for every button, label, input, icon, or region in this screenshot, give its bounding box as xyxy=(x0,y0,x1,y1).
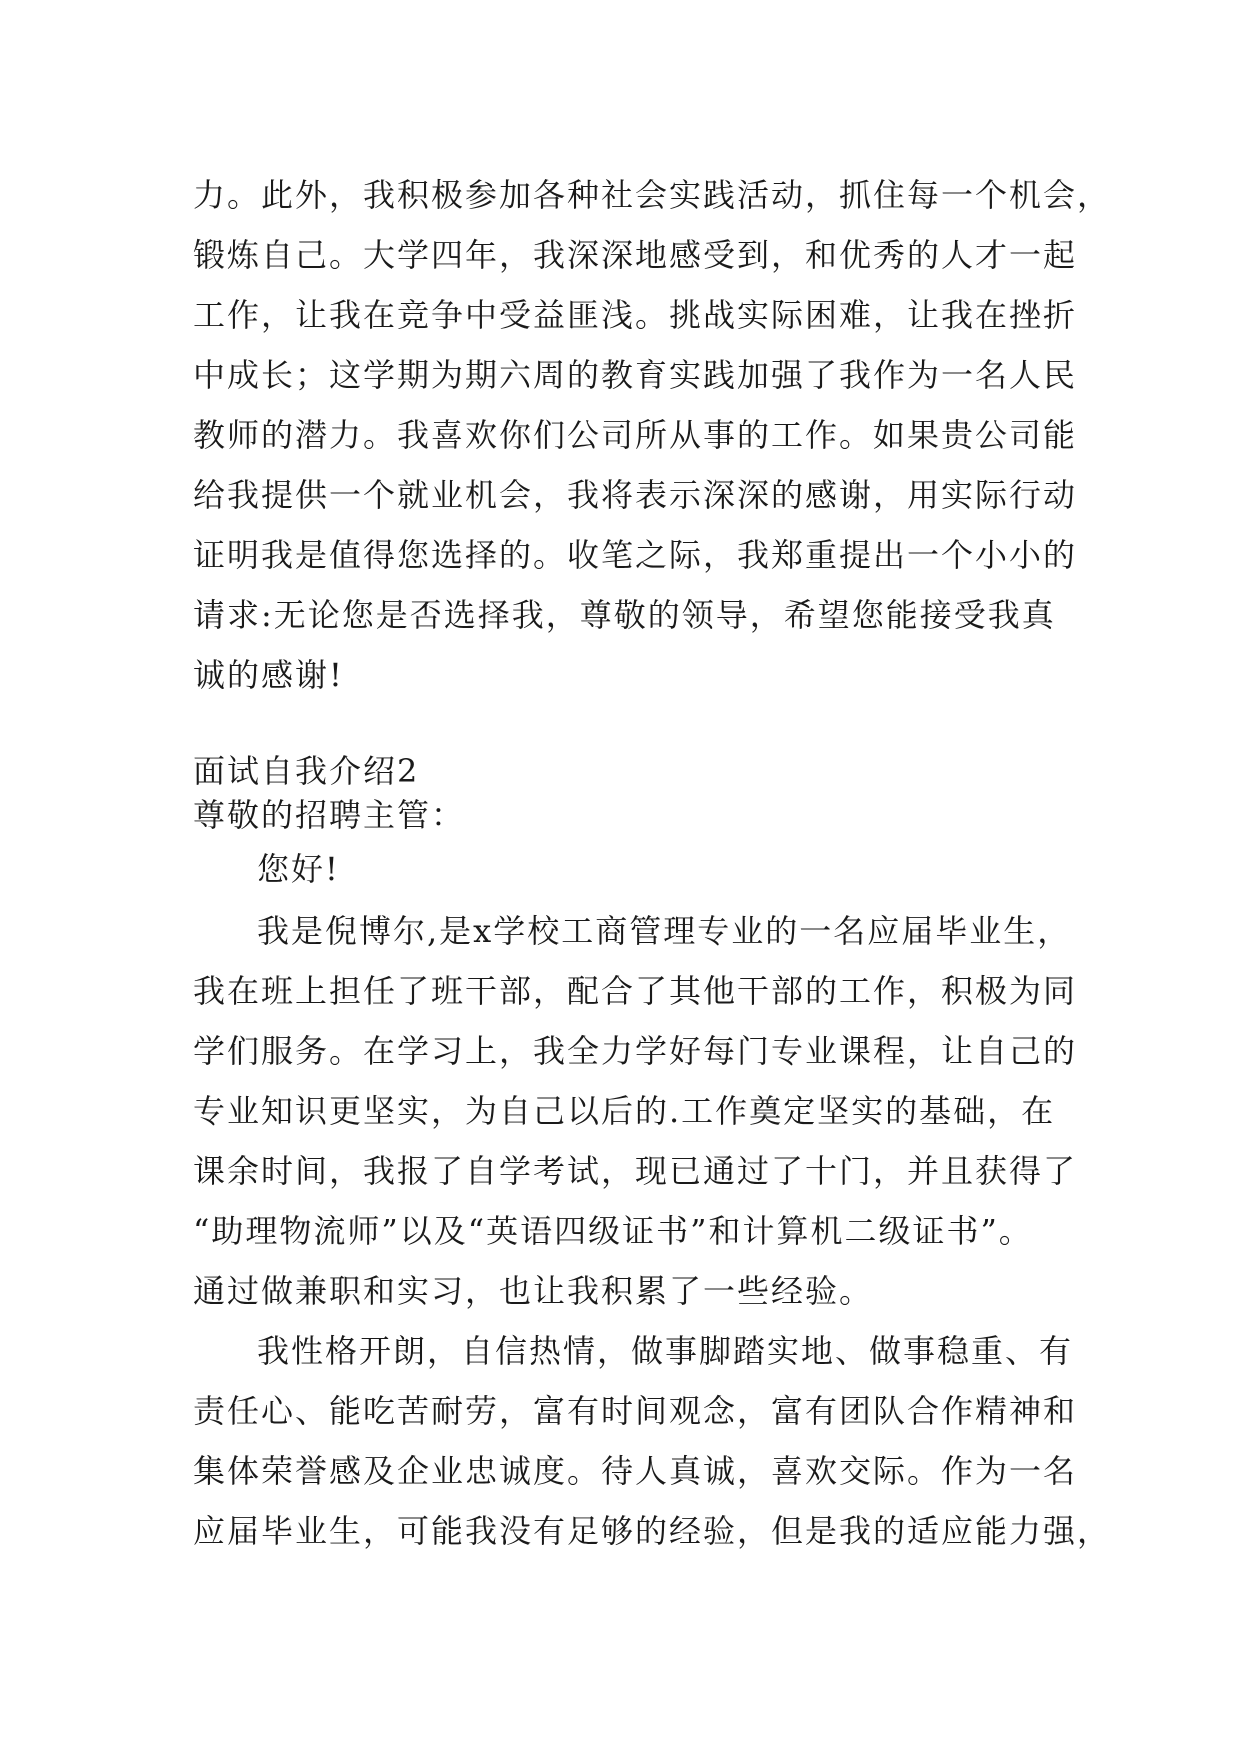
section-title: 面试自我介绍2 xyxy=(193,752,420,790)
paragraph-personality xyxy=(193,1321,1112,1561)
text-line: 我是倪博尔,是x学校工商管理专业的一名应届毕业生， xyxy=(257,912,1072,950)
text-line: 应届毕业生，可能我没有足够的经验，但是我的适应能力强， xyxy=(193,1512,1112,1550)
text-line: 锻炼自己。大学四年，我深深地感受到，和优秀的人才一起 xyxy=(193,236,1078,274)
text-line: 学们服务。在学习上，我全力学好每门专业课程，让自己的 xyxy=(193,1032,1078,1070)
text-line: “助理物流师”以及“英语四级证书”和计算机二级证书”。 xyxy=(193,1212,1033,1250)
text-line: 通过做兼职和实习，也让我积累了一些经验。 xyxy=(193,1272,874,1310)
text-line: 教师的潜力。我喜欢你们公司所从事的工作。如果贵公司能 xyxy=(193,416,1078,454)
text-line: 力。此外，我积极参加各种社会实践活动，抓住每一个机会， xyxy=(193,176,1112,214)
text-line: 集体荣誉感及企业忠诚度。待人真诚，喜欢交际。作为一名 xyxy=(193,1452,1078,1490)
paragraph-introduction xyxy=(193,901,1078,1321)
text-line: 证明我是值得您选择的。收笔之际，我郑重提出一个小小的 xyxy=(193,536,1078,574)
text-line: 请求:无论您是否选择我，尊敬的领导，希望您能接受我真 xyxy=(193,596,1056,634)
text-line: 我性格开朗，自信热情，做事脚踏实地、做事稳重、有 xyxy=(257,1332,1074,1370)
text-line: 我在班上担任了班干部，配合了其他干部的工作，积极为同 xyxy=(193,972,1078,1010)
text-line: 工作，让我在竞争中受益匪浅。挑战实际困难，让我在挫折 xyxy=(193,296,1078,334)
text-line: 诚的感谢! xyxy=(193,656,344,694)
paragraph-continuation xyxy=(193,165,1112,705)
document-body xyxy=(193,165,1112,1561)
text-line: 给我提供一个就业机会，我将表示深深的感谢，用实际行动 xyxy=(193,476,1078,514)
text-line: 中成长；这学期为期六周的教育实践加强了我作为一名人民 xyxy=(193,356,1078,394)
text-line: 责任心、能吃苦耐劳，富有时间观念，富有团队合作精神和 xyxy=(193,1392,1078,1430)
greeting: 您好! xyxy=(257,850,340,888)
salutation: 尊敬的招聘主管： xyxy=(193,796,466,834)
text-line: 课余时间，我报了自学考试，现已通过了十门，并且获得了 xyxy=(193,1152,1078,1190)
paragraph-gap xyxy=(193,705,1063,749)
text-line: 专业知识更坚实，为自己以后的.工作奠定坚实的基础，在 xyxy=(193,1092,1056,1130)
